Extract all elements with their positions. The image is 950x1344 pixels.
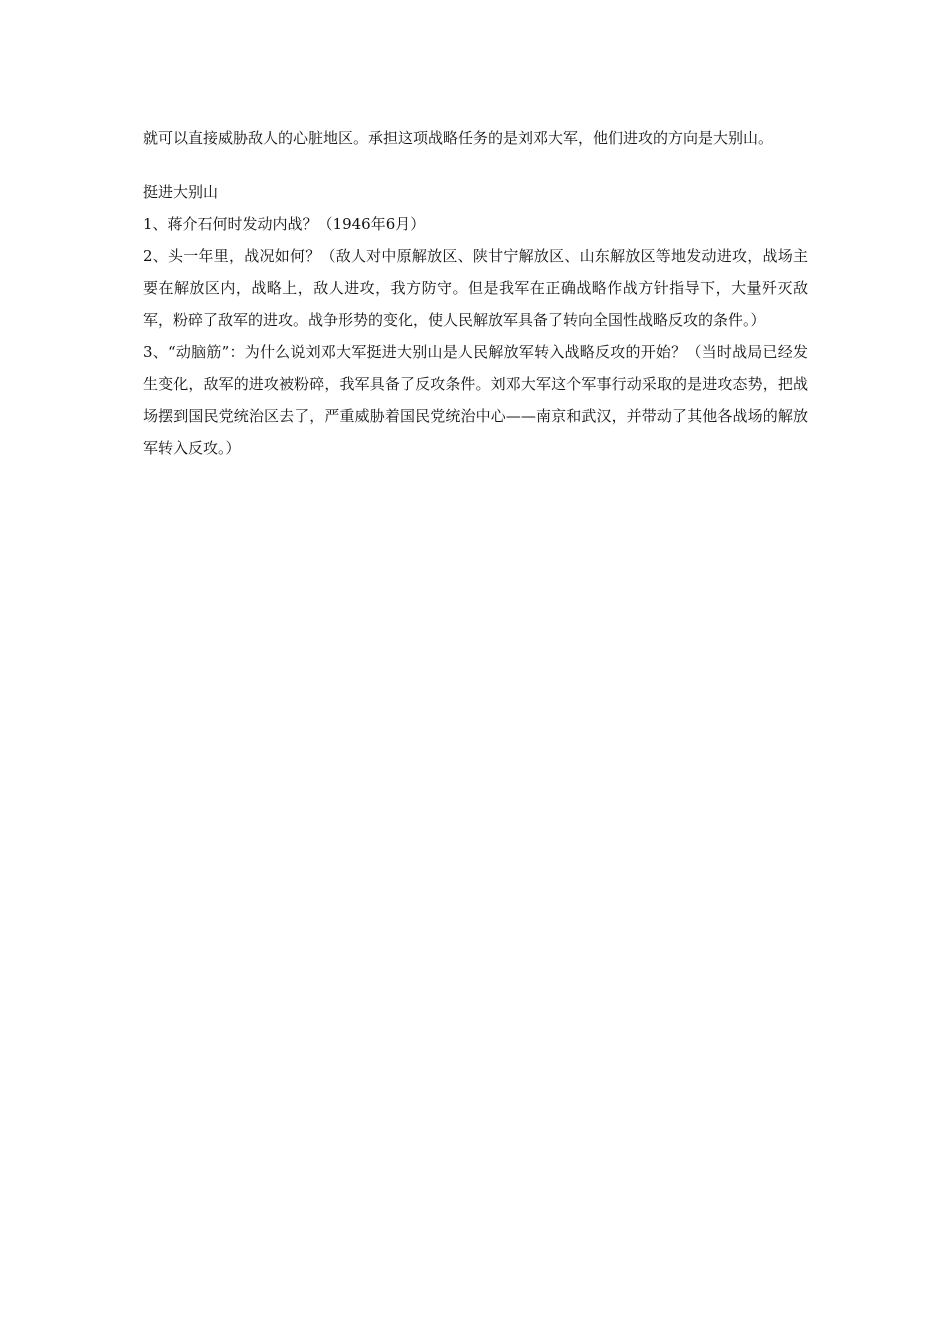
question-item-1: 1、蒋介石何时发动内战？（1946年6月） (143, 215, 426, 233)
paragraph-spacer (143, 154, 808, 176)
question-item-2: 2、头一年里，战况如何？（敌人对中原解放区、陕甘宁解放区、山东解放区等地发动进攻，战场主要在解放区内，战略上，敌人进攻，我方防守。但是我军在正确战略作战方针指导下，大量歼灭敌军，粉碎了敌军的进攻。战争形势的变化，使人民解放军具备了转向全国性战略反攻的条件。） (143, 247, 808, 329)
section-title: 挺进大别山 (143, 183, 219, 201)
question-item-3: 3、“动脑筋”：为什么说刘邓大军挺进大别山是人民解放军转入战略反攻的开始？（当时战局已经发生变化，敌军的进攻被粉碎，我军具备了反攻条件。刘邓大军这个军事行动采取的是进攻态势，把战场摆到国民党统治区去了，严重威胁着国民党统治中心——南京和武汉，并带动了其他各战场的解放军转入反攻。） (143, 343, 808, 457)
intro-paragraph: 就可以直接威胁敌人的心脏地区。承担这项战略任务的是刘邓大军，他们进攻的方向是大别山。 (143, 129, 774, 147)
document-body (143, 122, 808, 464)
